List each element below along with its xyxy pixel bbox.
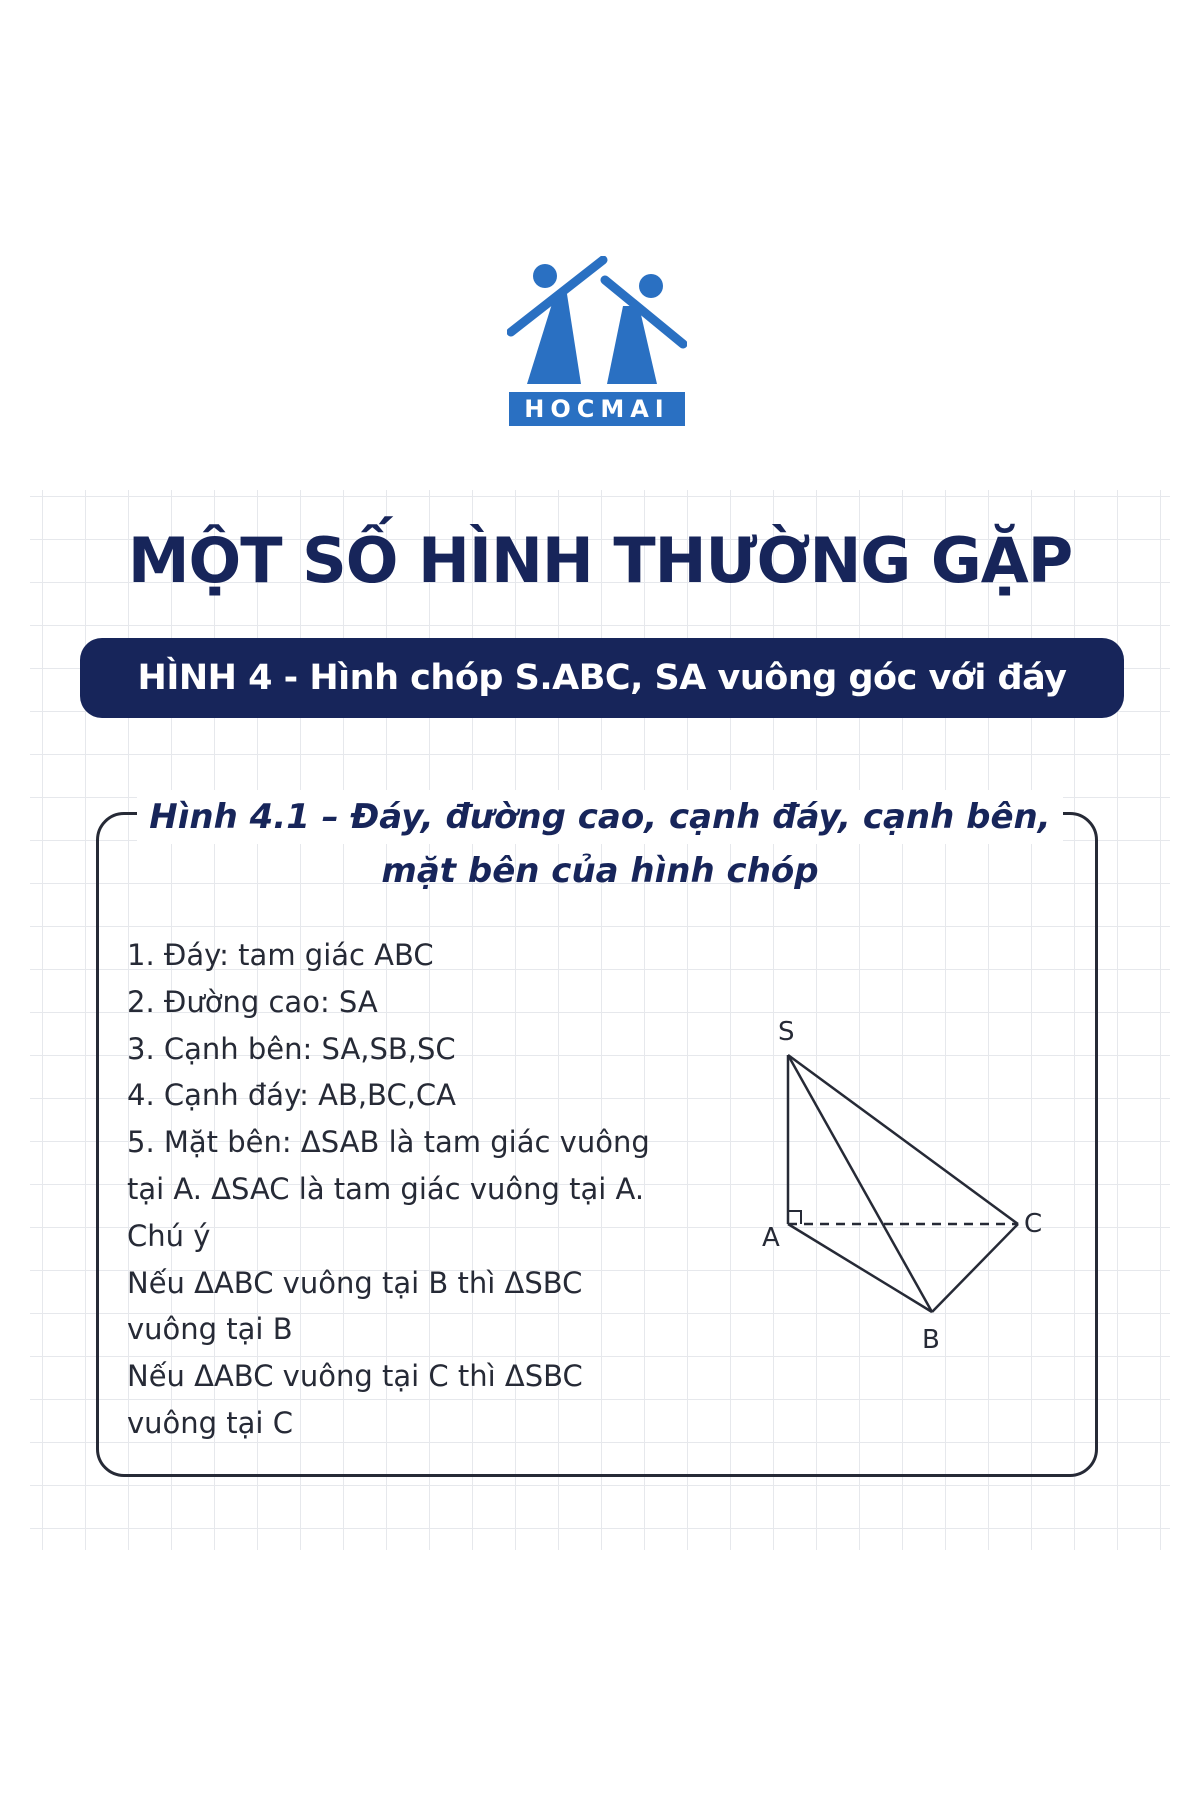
- content-line: 1. Đáy: tam giác ABC: [127, 938, 434, 972]
- content-line: 5. Mặt bên: ΔSAB là tam giác vuông: [127, 1125, 650, 1160]
- content-line: vuông tại B: [127, 1312, 293, 1347]
- edge-BC: [932, 1224, 1018, 1312]
- box-title-line-1: Hình 4.1 – Đáy, đường cao, cạnh đáy, cạnh bên,: [137, 790, 1062, 844]
- label-A: A: [762, 1223, 780, 1253]
- label-B: B: [922, 1325, 940, 1355]
- content-line: tại A. ΔSAC là tam giác vuông tại A.: [127, 1171, 645, 1206]
- content-line: Chú ý: [127, 1218, 211, 1253]
- content-line: 3. Cạnh bên: SA,SB,SC: [127, 1031, 456, 1066]
- right-angle-mark: [788, 1211, 801, 1224]
- content-line: 4. Cạnh đáy: AB,BC,CA: [127, 1078, 456, 1113]
- box-title: [0, 790, 1200, 898]
- section-banner: [80, 638, 1124, 718]
- label-S: S: [778, 1017, 795, 1047]
- content-line: Nếu ΔABC vuông tại B thì ΔSBC: [127, 1265, 583, 1300]
- edge-SC: [788, 1055, 1018, 1224]
- edge-AB: [788, 1224, 932, 1312]
- edge-SB: [788, 1055, 932, 1312]
- logo-text: HOCMAI: [524, 395, 670, 423]
- label-C: C: [1024, 1209, 1043, 1239]
- content-line: Nếu ΔABC vuông tại C thì ΔSBC: [127, 1359, 583, 1394]
- box-title-line-2: mặt bên của hình chóp: [381, 851, 819, 891]
- pyramid-figure: [760, 1010, 1060, 1360]
- banner-text: HÌNH 4 - Hình chóp S.ABC, SA vuông góc với đáy: [137, 658, 1067, 698]
- hocmai-logo: [507, 256, 687, 432]
- content-text: [127, 932, 747, 1447]
- content-line: 2. Đường cao: SA: [127, 984, 378, 1019]
- content-line: vuông tại C: [127, 1405, 293, 1440]
- page-title: MỘT SỐ HÌNH THƯỜNG GẶP: [127, 524, 1073, 597]
- hocmai-logo-mark: [507, 256, 687, 432]
- pyramid-diagram: [760, 1010, 1060, 1360]
